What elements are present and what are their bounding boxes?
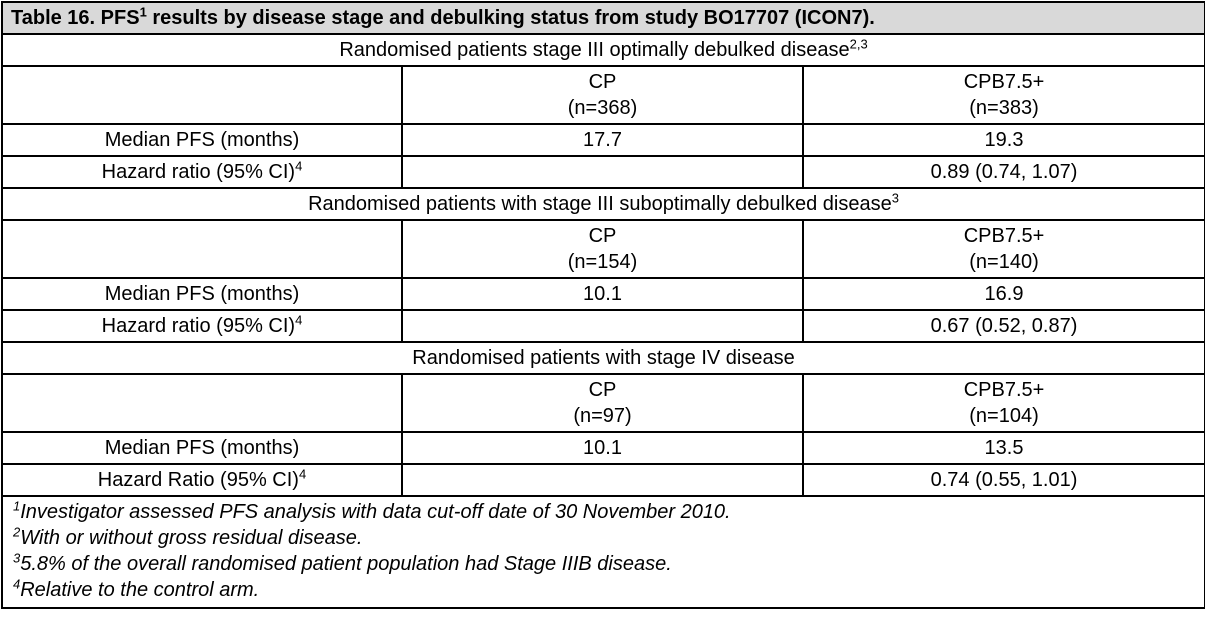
section-heading-row — [2, 34, 1205, 66]
row-label: Median PFS (months) — [2, 124, 402, 156]
empty-cell — [2, 374, 402, 432]
row-label: Hazard ratio (95% CI)$^4$ — [2, 310, 402, 342]
hazard-ratio-row — [2, 464, 1205, 496]
row-label: Hazard Ratio (95% CI)$^4$ — [2, 464, 402, 496]
footnote: $^2$With or without gross residual disease. — [13, 524, 363, 549]
section-heading-row — [2, 342, 1205, 374]
footnotes — [2, 496, 1205, 608]
arm1-value: 10.1 — [402, 278, 803, 310]
section-heading: Randomised patients with stage III suboptimally debulked disease$^3$ — [2, 188, 1205, 220]
arm1-value — [402, 310, 803, 342]
footnote: $^4$Relative to the control arm. — [13, 576, 260, 601]
arm2-value: 19.3 — [803, 124, 1205, 156]
arm1-value — [402, 464, 803, 496]
arm1-value — [402, 156, 803, 188]
table-title: Table 16. PFS$^1$ results by disease stage and debulking status from study BO17707 (ICON7). — [2, 2, 1205, 34]
section-heading: Randomised patients with stage IV disease — [2, 342, 1205, 374]
row-label: Median PFS (months) — [2, 432, 402, 464]
arm2-value: 13.5 — [803, 432, 1205, 464]
arm2-header: CPB7.5+ (n=140) — [803, 220, 1205, 278]
arm2-value: 0.67 (0.52, 0.87) — [803, 310, 1205, 342]
empty-cell — [2, 66, 402, 124]
section-heading: Randomised patients stage III optimally debulked disease$^{2,3}$ — [2, 34, 1205, 66]
arm2-value: 16.9 — [803, 278, 1205, 310]
median-pfs-row — [2, 432, 1205, 464]
section-heading-row — [2, 188, 1205, 220]
table-title-row — [2, 2, 1205, 34]
arm2-value: 0.74 (0.55, 1.01) — [803, 464, 1205, 496]
arm1-header: CP (n=97) — [402, 374, 803, 432]
arm1-value: 17.7 — [402, 124, 803, 156]
arm-header-row — [2, 374, 1205, 432]
footnotes-row — [2, 496, 1205, 608]
median-pfs-row — [2, 278, 1205, 310]
arm1-header: CP (n=368) — [402, 66, 803, 124]
row-label: Hazard ratio (95% CI)$^4$ — [2, 156, 402, 188]
arm-header-row — [2, 220, 1205, 278]
footnote: $^3$5.8% of the overall randomised patient population had Stage IIIB disease. — [13, 550, 672, 575]
arm1-header: CP (n=154) — [402, 220, 803, 278]
arm2-header: CPB7.5+ (n=383) — [803, 66, 1205, 124]
hazard-ratio-row — [2, 310, 1205, 342]
hazard-ratio-row — [2, 156, 1205, 188]
arm1-value: 10.1 — [402, 432, 803, 464]
footnote: $^1$Investigator assessed PFS analysis with data cut-off date of 30 November 2010. — [13, 498, 731, 523]
pfs-results-table — [1, 1, 1205, 609]
arm-header-row — [2, 66, 1205, 124]
median-pfs-row — [2, 124, 1205, 156]
row-label: Median PFS (months) — [2, 278, 402, 310]
empty-cell — [2, 220, 402, 278]
arm2-header: CPB7.5+ (n=104) — [803, 374, 1205, 432]
arm2-value: 0.89 (0.74, 1.07) — [803, 156, 1205, 188]
